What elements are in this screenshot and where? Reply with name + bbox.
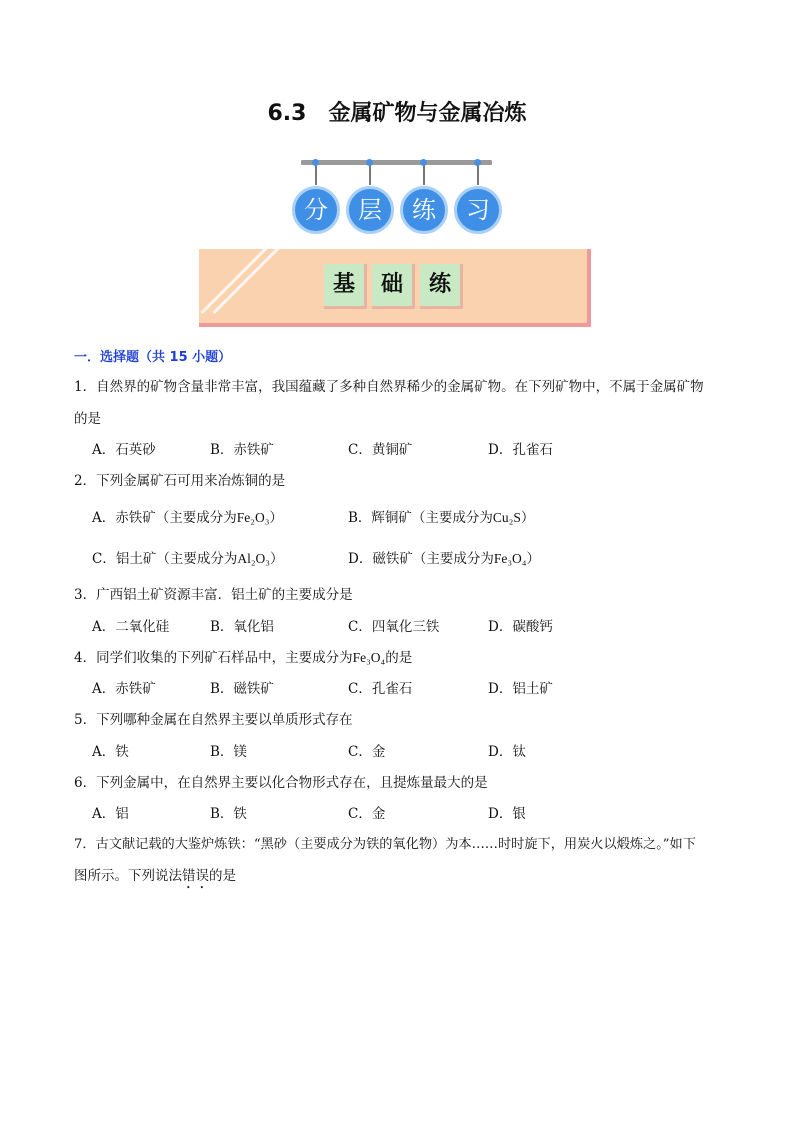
banner-tile: 练 bbox=[420, 264, 463, 309]
hanger-string bbox=[369, 163, 371, 185]
q5-option-b: B．镁 bbox=[210, 744, 247, 760]
q4-option-c: C．孔雀石 bbox=[348, 681, 413, 697]
q2-option-a bbox=[92, 508, 283, 528]
hanger-pin bbox=[366, 159, 373, 166]
header-bubble: 层 bbox=[346, 186, 394, 234]
q3-option-a: A．二氧化硅 bbox=[92, 619, 170, 635]
q2-option-a-formula: Fe₂O₃ bbox=[236, 510, 270, 525]
title-text: 金属矿物与金属冶炼 bbox=[328, 101, 527, 126]
q2-option-b-end: ） bbox=[520, 510, 535, 526]
q6-option-d: D．银 bbox=[488, 806, 526, 822]
q2-option-d-formula: Fe₃O₄ bbox=[493, 551, 527, 566]
q1-option-b: B．赤铁矿 bbox=[210, 442, 274, 458]
q2-option-d bbox=[348, 549, 540, 569]
q4-option-a: A．赤铁矿 bbox=[92, 681, 156, 697]
q3-option-b: B．氧化铝 bbox=[210, 619, 274, 635]
header-bubble: 分 bbox=[292, 186, 340, 234]
title-number: 6.3 bbox=[267, 101, 307, 126]
q2-option-c-end: ） bbox=[270, 551, 284, 567]
hanger-string bbox=[477, 163, 479, 185]
question-1-line2: 的是 bbox=[74, 411, 101, 427]
section-heading: 一．选择题（共 15 小题） bbox=[74, 350, 232, 365]
q4-option-d: D．铝土矿 bbox=[488, 681, 553, 697]
hanger-string bbox=[315, 163, 317, 185]
question-7-line1: 7．古文献记载的大鉴炉炼铁：“黑砂（主要成分为铁的氧化物）为本……时时旋下，用炭火以煅炼之。”如下 bbox=[74, 837, 696, 852]
question-1-line1: 1．自然界的矿物含量非常丰富，我国蕴藏了多种自然界稀少的金属矿物。在下列矿物中，不属于金属矿物 bbox=[74, 379, 704, 395]
q5-option-c: C．金 bbox=[348, 744, 386, 760]
q2-option-c-formula: Al₂O₃ bbox=[237, 551, 271, 566]
q3-option-d: D．碳酸钙 bbox=[488, 619, 553, 635]
q4-formula: Fe₃O₄ bbox=[352, 650, 386, 665]
q2-option-a-label: A．赤铁矿（主要成分为 bbox=[92, 510, 237, 526]
question-6-line1: 6．下列金属中，在自然界主要以化合物形式存在，且提炼量最大的是 bbox=[74, 775, 488, 791]
q2-option-a-end: ） bbox=[269, 510, 283, 526]
q2-option-d-end: ） bbox=[526, 551, 540, 567]
question-4-line1 bbox=[74, 648, 724, 668]
q2-option-b-label: B．辉铜矿（主要成分为 bbox=[348, 510, 493, 526]
q1-option-c: C．黄铜矿 bbox=[348, 442, 413, 458]
hanger-string bbox=[423, 163, 425, 185]
banner-tile: 基 bbox=[324, 264, 367, 309]
question-3-line1: 3．广西铝土矿资源丰富．铝土矿的主要成分是 bbox=[74, 587, 353, 603]
hanger-bar bbox=[301, 160, 492, 165]
banner-tile: 础 bbox=[372, 264, 415, 309]
question-2-line1: 2．下列金属矿石可用来冶炼铜的是 bbox=[74, 473, 286, 489]
q2-option-b-formula: Cu₂S bbox=[492, 510, 521, 525]
hanger-pin bbox=[312, 159, 319, 166]
q1-option-a: A．石英砂 bbox=[92, 442, 156, 458]
q4-text-pre: 4．同学们收集的下列矿石样品中，主要成分为 bbox=[74, 650, 353, 666]
q3-option-c: C．四氧化三铁 bbox=[348, 619, 440, 635]
q5-option-a: A．铁 bbox=[92, 744, 129, 760]
header-bubble: 练 bbox=[400, 186, 448, 234]
q7-text-pre: 图所示。下列说法 bbox=[74, 868, 182, 884]
q6-option-b: B．铁 bbox=[210, 806, 247, 822]
q7-emphasis: 错误 bbox=[182, 868, 209, 884]
q6-option-a: A．铝 bbox=[92, 806, 129, 822]
q2-option-c-label: C．铝土矿（主要成分为 bbox=[92, 551, 238, 567]
hanger-pin bbox=[420, 159, 427, 166]
page-title bbox=[0, 96, 794, 127]
q4-text-post: 的是 bbox=[385, 650, 413, 666]
question-5-line1: 5．下列哪种金属在自然界主要以单质形式存在 bbox=[74, 712, 353, 728]
q6-option-c: C．金 bbox=[348, 806, 386, 822]
q2-option-c bbox=[92, 549, 284, 569]
hanger-pin bbox=[474, 159, 481, 166]
q4-option-b: B．磁铁矿 bbox=[210, 681, 274, 697]
q1-option-d: D．孔雀石 bbox=[488, 442, 553, 458]
header-bubble: 习 bbox=[454, 186, 502, 234]
q7-text-post: 的是 bbox=[209, 868, 236, 884]
q2-option-b bbox=[348, 508, 534, 528]
q2-option-d-label: D．磁铁矿（主要成分为 bbox=[348, 551, 494, 567]
q5-option-d: D．钛 bbox=[488, 744, 526, 760]
question-7-line2 bbox=[74, 866, 724, 892]
